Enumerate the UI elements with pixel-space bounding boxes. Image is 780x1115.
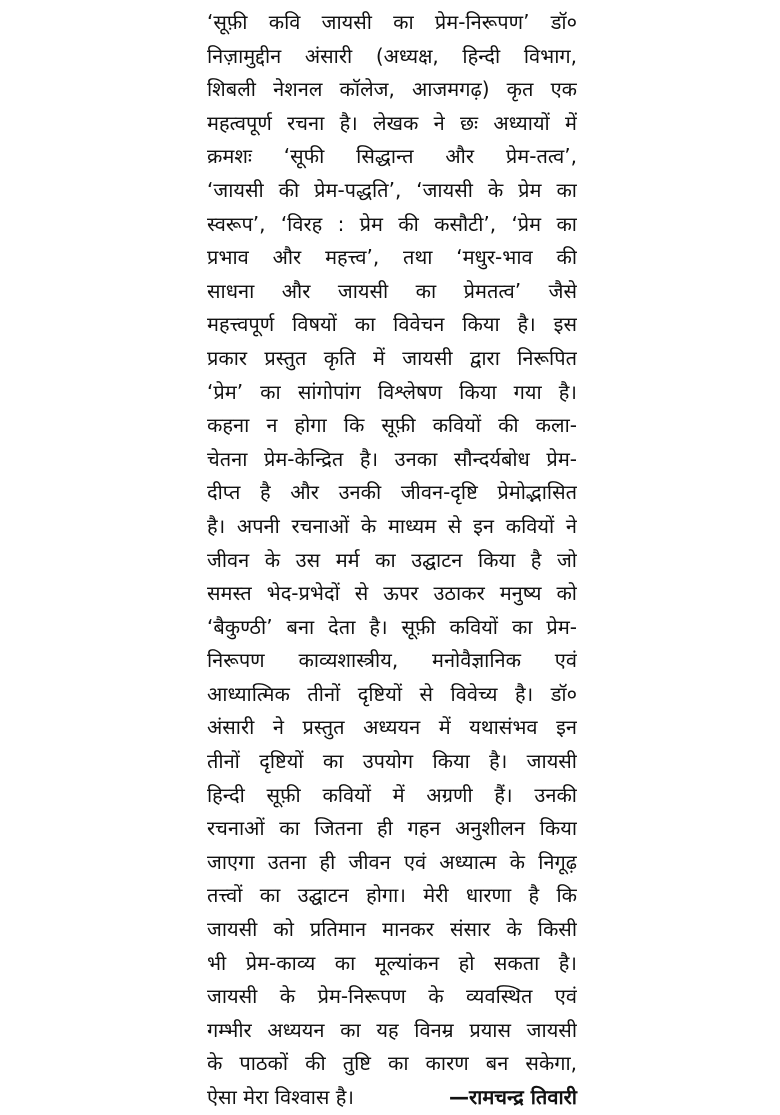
passage-line-19: ‘बैकुण्ठी’ बना देता है। सूफ़ी कवियों का प्रेम-	[207, 614, 577, 639]
passage-line-31: गम्भीर अध्ययन का यह विनम्र प्रयास जायसी	[207, 1017, 577, 1042]
passage-line-22: अंसारी ने प्रस्तुत अध्ययन में यथासंभव इन	[207, 715, 577, 740]
passage-line-25: रचनाओं का जितना ही गहन अनुशीलन किया	[207, 816, 577, 841]
passage-line-23: तीनों दृष्टियों का उपयोग किया है। जायसी	[207, 749, 577, 774]
passage-line-16: है। अपनी रचनाओं के माध्यम से इन कवियों ने	[207, 513, 577, 538]
passage-line-3: शिबली नेशनल कॉलेज, आजमगढ़) कृत एक	[207, 77, 577, 102]
review-passage	[207, 6, 577, 1115]
passage-line-7: स्वरूप’, ‘विरह : प्रेम की कसौटी’, ‘प्रेम का	[207, 211, 577, 236]
author-signature: —रामचन्द्र तिवारी	[448, 1085, 577, 1109]
passage-line-30: जायसी के प्रेम-निरूपण के व्यवस्थित एवं	[207, 984, 577, 1009]
passage-line-21: आध्यात्मिक तीनों दृष्टियों से विवेच्य है। डॉ०	[207, 681, 577, 706]
closing-row	[207, 1081, 577, 1115]
passage-line-28: जायसी को प्रतिमान मानकर संसार के किसी	[207, 917, 577, 942]
passage-line-15: दीप्त है और उनकी जीवन-दृष्टि प्रेमोद्भासित	[207, 480, 577, 505]
passage-line-27: तत्त्वों का उद्घाटन होगा। मेरी धारणा है कि	[207, 883, 577, 908]
passage-line-9: साधना और जायसी का प्रेमतत्व’ जैसे	[207, 278, 577, 303]
passage-line-24: हिन्दी सूफ़ी कवियों में अग्रणी हैं। उनकी	[207, 782, 577, 807]
passage-line-1: ‘सूफ़ी कवि जायसी का प्रेम-निरूपण’ डॉ०	[207, 10, 577, 34]
passage-line-26: जाएगा उतना ही जीवन एवं अध्यात्म के निगूढ़	[207, 849, 577, 874]
passage-line-6: ‘जायसी की प्रेम-पद्धति’, ‘जायसी के प्रेम का	[207, 177, 577, 202]
passage-line-4: महत्वपूर्ण रचना है। लेखक ने छः अध्यायों में	[207, 110, 577, 135]
passage-line-32: के पाठकों की तुष्टि का कारण बन सकेगा,	[207, 1051, 577, 1076]
passage-line-2: निज़ामुद्दीन अंसारी (अध्यक्ष, हिन्दी विभाग,	[207, 43, 577, 68]
passage-line-10: महत्त्वपूर्ण विषयों का विवेचन किया है। इस	[207, 312, 577, 337]
passage-line-29: भी प्रेम-काव्य का मूल्यांकन हो सकता है।	[207, 950, 577, 975]
passage-line-17: जीवन के उस मर्म का उद्घाटन किया है जो	[207, 547, 577, 572]
passage-line-11: प्रकार प्रस्तुत कृति में जायसी द्वारा निरूपित	[207, 345, 577, 370]
closing-line: ऐसा मेरा विश्वास है।	[207, 1085, 354, 1109]
passage-line-13: कहना न होगा कि सूफ़ी कवियों की कला-	[207, 413, 577, 438]
passage-line-5: क्रमशः ‘सूफी सिद्धान्त और प्रेम-तत्व’,	[207, 144, 577, 169]
passage-line-14: चेतना प्रेम-केन्द्रित है। उनका सौन्दर्यबोध प्रेम-	[207, 446, 577, 471]
passage-line-12: ‘प्रेम’ का सांगोपांग विश्लेषण किया गया है।	[207, 379, 577, 404]
passage-line-18: समस्त भेद-प्रभेदों से ऊपर उठाकर मनुष्य को	[207, 581, 577, 606]
passage-line-20: निरूपण काव्यशास्त्रीय, मनोवैज्ञानिक एवं	[207, 648, 577, 673]
passage-line-8: प्रभाव और महत्त्व’, तथा ‘मधुर-भाव की	[207, 245, 577, 270]
